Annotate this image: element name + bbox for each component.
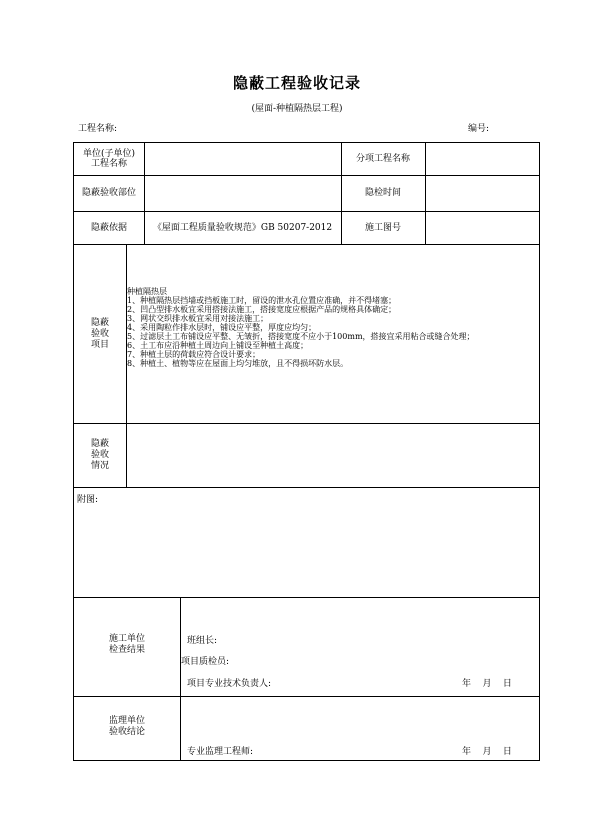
row-divider [74,487,539,488]
items-line: 8、种植土、植物等应在屋面上均匀堆放，且不得损坏防水层。 [127,359,349,368]
items-line: 4、采用陶粒作排水层时，铺设应平整，厚度应均匀； [127,323,317,332]
row-divider [74,696,539,697]
construction-label [74,634,180,656]
basis-value: 《屋面工程质量验收规范》GB 50207-2012 [152,223,333,233]
construction-date: 年 月 日 [462,679,512,689]
supervision-label [74,716,180,738]
unit-project-label [74,149,144,169]
acceptance-form [73,142,540,761]
row-divider [74,423,539,424]
drawing-number-value[interactable] [430,223,534,235]
page-title: 隐蔽工程验收记录 [232,74,361,92]
items-line: 2、凹凸型排水板宜采用搭接法施工，搭接宽度应根据产品的规格具体确定； [127,305,397,314]
column-divider [180,597,181,760]
items-label-line: 隐蔽 [90,318,109,328]
status-label-line: 验收 [90,450,109,460]
column-divider [425,143,426,244]
page-subtitle: (屋面-种植隔热层工程) [251,104,343,114]
items-line: 6、土工布应沿种植土周边向上铺设至种植土高度； [127,341,309,350]
construction-label-line1: 施工单位 [108,634,145,644]
project-name-label: 工程名称: [78,124,118,134]
status-label [75,439,125,472]
items-line: 3、网状交织排水板宜采用对接法施工； [127,314,269,323]
team-leader-label: 班组长: [187,636,218,646]
attachment-label: 附图: [77,495,99,505]
row-divider [74,244,539,245]
tech-lead-label: 项目专业技术负责人: [187,679,272,689]
supervision-date: 年 月 日 [462,747,512,757]
number-label: 编号: [468,124,490,134]
items-line: 7、种植土层的荷载应符合设计要求； [127,350,261,359]
hidden-part-label: 隐蔽验收部位 [81,188,136,198]
status-label-line: 情况 [90,461,109,471]
items-label [75,318,125,351]
inspect-time-label: 隐检时间 [364,188,401,198]
construction-label-line2: 检查结果 [108,645,145,655]
items-label-line: 验收 [90,329,109,339]
unit-label-line1: 单位(子单位) [82,149,136,159]
basis-label: 隐蔽依据 [90,223,127,233]
status-label-line: 隐蔽 [90,439,109,449]
items-label-line: 项目 [90,340,109,350]
supervision-engineer-label: 专业监理工程师: [187,747,254,757]
sub-project-value[interactable] [430,154,534,166]
unit-project-value[interactable] [150,154,336,166]
unit-label-line2: 工程名称 [90,159,127,169]
quality-inspector-label: 项目质检员: [181,657,230,667]
supervision-label-line1: 监理单位 [108,716,145,726]
items-line: 1、种植隔热层挡墙或挡板施工时，留设的泄水孔位置应准确，并不得堵塞； [127,296,397,305]
status-value[interactable] [132,433,532,481]
hidden-part-value[interactable] [150,188,336,200]
supervision-label-line2: 验收结论 [108,727,145,737]
sub-project-label: 分项工程名称 [355,154,410,164]
drawing-number-label: 施工图号 [364,223,401,233]
items-line: 5、过滤层土工布铺设应平整、无皱折，搭接宽度不应小于100mm，搭接宜采用粘合或缝合处理； [127,332,475,341]
row-divider [74,597,539,598]
items-content [127,287,475,368]
inspect-time-value[interactable] [430,188,534,200]
items-line: 种植隔热层 [127,287,167,296]
